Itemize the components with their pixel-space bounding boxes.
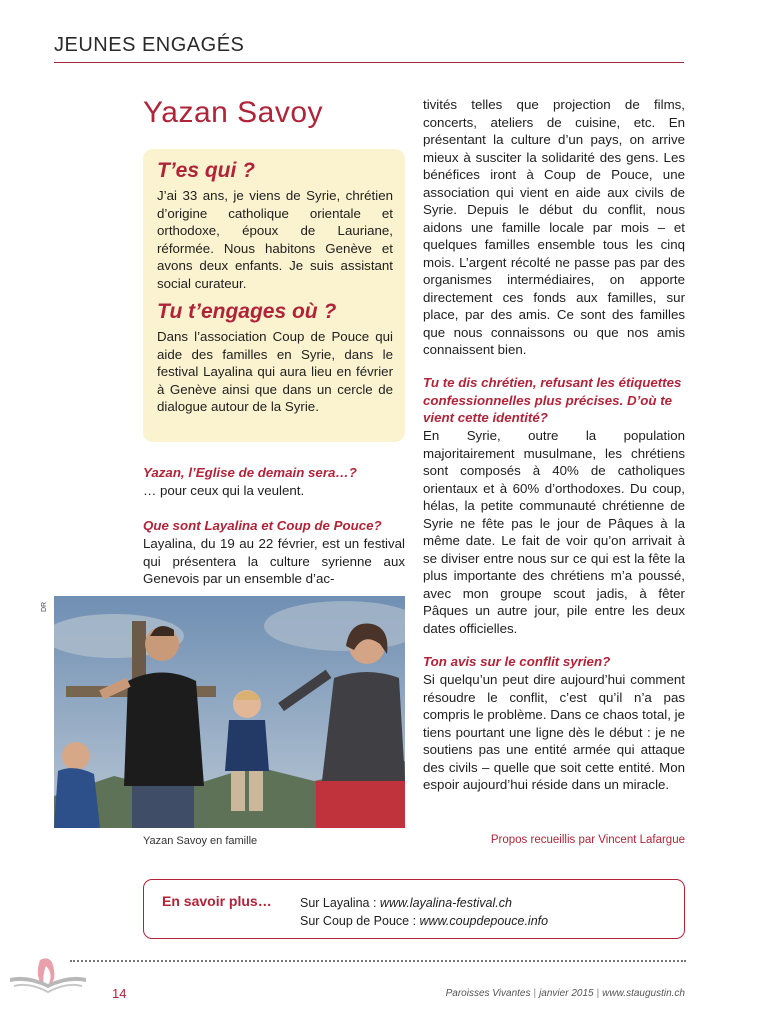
answer-tes-qui: J’ai 33 ans, je viens de Syrie, chrétien d’origine catholique orientale et orthodoxe, époux de Lauriane, réformée. Nous habitons Genève et avons deux enfants. Je suis assistant social curateur. xyxy=(157,188,393,291)
question-conflit: Ton avis sur le conflit syrien? xyxy=(423,654,611,669)
link-layalina[interactable]: www.layalina-festival.ch xyxy=(379,896,512,910)
answer-conflit: Si quelqu’un peut dire aujourd’hui comment résoudre le conflit, c’est qu’il n’a pas compris le problème. Dans ce chaos total, je tiens pourtant une ligne dès le début : je ne soutiens pas une entité armée qui attaque des civils – quelle que soit cette entité. Mon espoir aujourd’hui réside dans un miracle. xyxy=(423,672,685,792)
question-identite: Tu te dis chrétien, refusant les étiquettes confessionnelles plus précises. D’où te vient cette identité? xyxy=(423,375,682,425)
question-eglise: Yazan, l’Eglise de demain sera…? xyxy=(143,465,357,480)
intro-box xyxy=(143,149,405,442)
link-prefix-layalina: Sur Layalina : xyxy=(300,896,380,910)
photo-caption: Yazan Savoy en famille xyxy=(143,835,258,847)
footer-divider xyxy=(70,960,686,962)
question-layalina: Que sont Layalina et Coup de Pouce? xyxy=(143,518,382,533)
section-title: JEUNES ENGAGÉS xyxy=(54,34,245,56)
link-coupdepouce[interactable]: www.coupdepouce.info xyxy=(419,914,549,928)
more-info-box xyxy=(143,879,685,939)
footer-info: Paroisses Vivantes | janvier 2015 | www.staugustin.ch xyxy=(445,988,685,999)
footer-publication: Paroisses Vivantes xyxy=(445,988,531,999)
question-tu-tengages: Tu t’engages où ? xyxy=(157,300,337,323)
answer-tu-tengages: Dans l’association Coup de Pouce qui aide des familles en Syrie, dans le festival Layalina qui aura lieu en février à Genève ainsi que dans un cercle de dialogue autour de la Syrie. xyxy=(157,329,393,414)
footer-site[interactable]: www.staugustin.ch xyxy=(602,988,685,999)
answer-eglise: … pour ceux qui la veulent. xyxy=(143,483,305,498)
family-photo xyxy=(54,596,405,828)
footer-date: janvier 2015 xyxy=(539,988,594,999)
photo-credit-tag: DR xyxy=(41,601,48,612)
answer-layalina-continued: tivités telles que projection de films, concerts, ateliers de cuisine, etc. En présentant la culture d’un pays, on arrive mieux à susciter la solidarité des gens. Les bénéfices iront à Coup de Pouce, une association qui vient en aide aux civils de Syrie. Depuis le début du conflit, nous aidons une famille locale par mois – et quelques familles ensemble tous les cinq mois. L’argent récolté ne passe pas par des organismes intermédiaires, on apporte directement ces fonds aux familles, sur place, par des amis. Ce sont des familles que nous connaissons ou que nos amis connaissent bien. xyxy=(423,97,685,357)
answer-layalina-start: Layalina, du 19 au 22 février, est un festival qui présentera la culture syrienne aux Genevois par un ensemble d’ac- xyxy=(143,536,405,586)
author-credit: Propos recueillis par Vincent Lafargue xyxy=(490,834,685,846)
page-number: 14 xyxy=(112,986,127,1001)
more-info-links xyxy=(300,894,548,930)
more-info-label: En savoir plus… xyxy=(162,893,272,909)
question-tes-qui: T’es qui ? xyxy=(157,159,256,182)
family-photo-illustration xyxy=(54,596,405,828)
answer-identite: En Syrie, outre la population majoritairement musulmane, les chrétiens sont composés à 40% de catholiques orientaux et à 60% d’orthodoxes. Du coup, hélas, la petite communauté chrétienne de Syrie ne fête pas le jour de Pâques à la même date. Le fait de voir qu’on arrivait à se diviser entre nous sur ce qui est la fête la plus importante des chrétiens m’a poussé, avec mon groupe scout jadis, à fêter Pâques un autre jour, pile entre les deux dates officielles. xyxy=(423,428,685,636)
link-prefix-coupdepouce: Sur Coup de Pouce : xyxy=(300,914,420,928)
header-rule xyxy=(54,62,684,63)
article-title: Yazan Savoy xyxy=(143,96,324,129)
